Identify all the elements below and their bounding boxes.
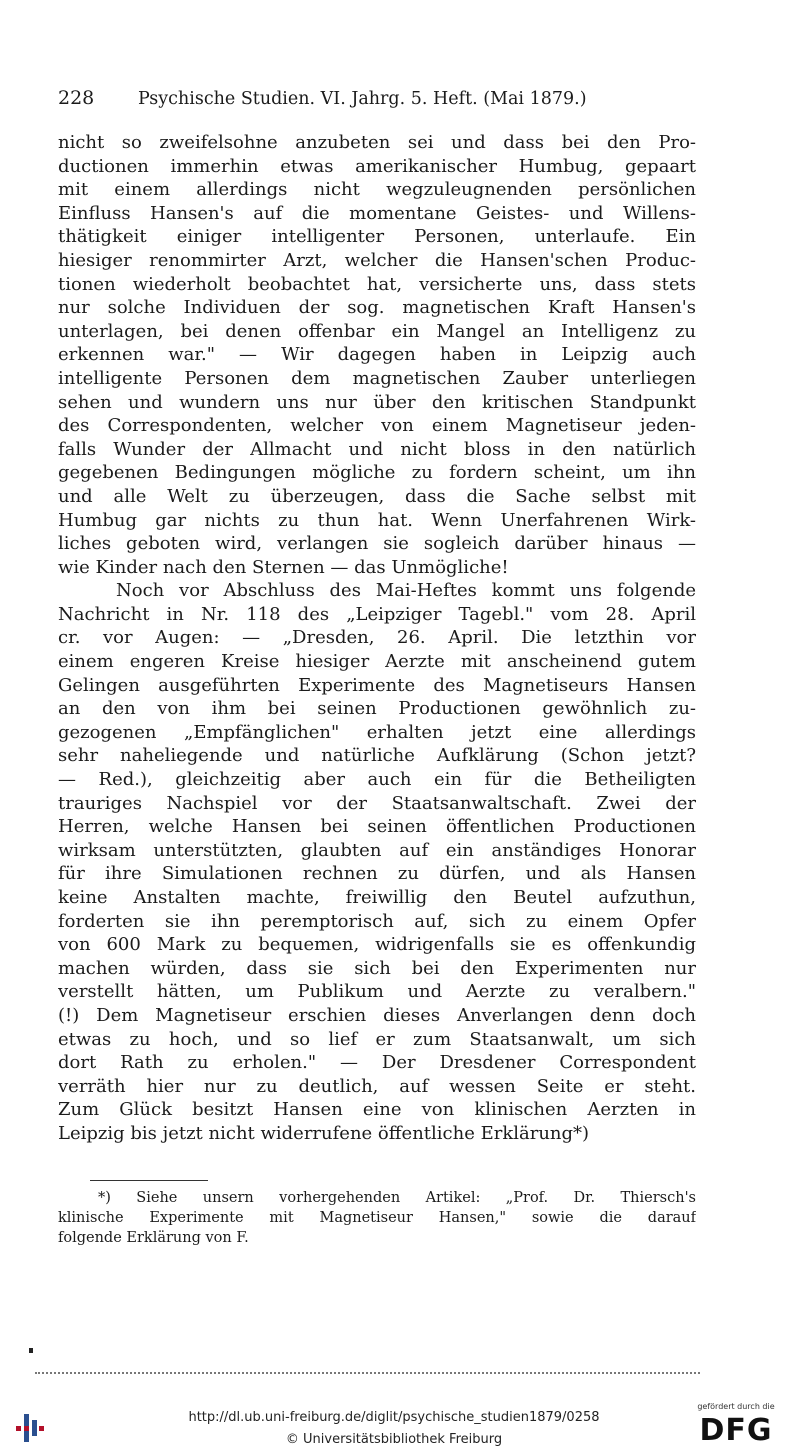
footnote-line: *) Siehe unsern vorhergehenden Artikel: „Prof. Dr. Thiersch's bbox=[98, 1190, 696, 1206]
copyright-notice: © Universitätsbibliothek Freiburg bbox=[285, 1432, 503, 1447]
body-text bbox=[58, 131, 696, 1146]
text-line: gezogenen „Empfänglichen" erhalten jetzt eine allerdings bbox=[58, 721, 696, 743]
text-line: Leipzig bis jetzt nicht widerrufene öffentliche Erklärung*) bbox=[58, 1122, 590, 1144]
text-line: des Correspondenten, welcher von einem Magnetiseur jeden- bbox=[58, 415, 696, 437]
scan-rule bbox=[35, 1372, 700, 1374]
text-line: tionen wiederholt beobachtet hat, versicherte uns, dass stets bbox=[58, 273, 696, 295]
text-line: liches geboten wird, verlangen sie sogleich darüber hinaus — bbox=[58, 533, 696, 555]
text-line: Herren, welche Hansen bei seinen öffentlichen Productionen bbox=[58, 816, 696, 838]
scan-mark bbox=[29, 1348, 33, 1353]
dfg-logo bbox=[692, 1402, 780, 1452]
text-line: wie Kinder nach den Sternen — das Unmögliche! bbox=[58, 556, 509, 578]
footnote-rule bbox=[90, 1180, 208, 1181]
text-line: Nachricht in Nr. 118 des „Leipziger Tagebl." vom 28. April bbox=[58, 603, 696, 625]
text-line: sehr naheliegende und natürliche Aufklärung (Schon jetzt? bbox=[58, 745, 696, 767]
text-line: nicht so zweifelsohne anzubeten sei und dass bei den Pro- bbox=[58, 132, 696, 153]
text-line: Noch vor Abschluss des Mai-Heftes kommt uns folgende bbox=[116, 580, 696, 602]
text-line: von 600 Mark zu bequemen, widrigenfalls sie es offenkundig bbox=[58, 934, 696, 956]
text-line: forderten sie ihn peremptorisch auf, sich zu einem Opfer bbox=[58, 910, 696, 932]
text-line: verräth hier nur zu deutlich, auf wessen Seite er steht. bbox=[58, 1075, 696, 1097]
text-line: trauriges Nachspiel vor der Staatsanwaltschaft. Zwei der bbox=[58, 792, 696, 814]
text-line: wirksam unterstützten, glaubten auf ein anständiges Honorar bbox=[58, 839, 696, 861]
text-line: ductionen immerhin etwas amerikanischer Humbug, gepaart bbox=[58, 155, 696, 177]
text-line: — Red.), gleichzeitig aber auch ein für die Betheiligten bbox=[58, 769, 696, 791]
text-line: keine Anstalten machte, freiwillig den Beutel aufzuthun, bbox=[58, 887, 696, 908]
text-line: und alle Welt zu überzeugen, dass die Sache selbst mit bbox=[58, 485, 696, 507]
dfg-logo-text: DFG bbox=[699, 1413, 773, 1448]
text-line: falls Wunder der Allmacht und nicht bloss in den natürlich bbox=[58, 438, 696, 460]
text-line: Humbug gar nichts zu thun hat. Wenn Unerfahrenen Wirk- bbox=[58, 509, 696, 531]
text-line: Zum Glück besitzt Hansen eine von klinischen Aerzten in bbox=[58, 1099, 696, 1121]
text-line: dort Rath zu erholen." — Der Dresdener Correspondent bbox=[58, 1052, 696, 1074]
viewer-footer bbox=[0, 1398, 788, 1454]
page-number: 228 bbox=[58, 87, 95, 109]
text-line: machen würden, dass sie sich bei den Experimenten nur bbox=[58, 957, 696, 979]
text-line: sehen und wundern uns nur über den kritischen Standpunkt bbox=[58, 391, 696, 413]
text-line: thätigkeit einiger intelligenter Personen, unterlaufe. Ein bbox=[58, 226, 696, 248]
text-line: unterlagen, bei denen offenbar ein Mangel an Intelligenz zu bbox=[58, 320, 696, 342]
text-line: mit einem allerdings nicht wegzuleugnenden persönlichen bbox=[58, 179, 696, 201]
text-line: Einfluss Hansen's auf die momentane Geistes- und Willens- bbox=[58, 202, 696, 224]
footnote-line: klinische Experimente mit Magnetiseur Hansen," sowie die darauf bbox=[58, 1210, 696, 1226]
text-line: intelligente Personen dem magnetischen Zauber unterliegen bbox=[58, 367, 696, 389]
text-line: Gelingen ausgeführten Experimente des Magnetiseurs Hansen bbox=[58, 674, 696, 696]
dfg-caption: gefördert durch die bbox=[697, 1402, 775, 1411]
text-line: cr. vor Augen: — „Dresden, 26. April. Die letzthin vor bbox=[58, 627, 696, 649]
text-line: verstellt hätten, um Publikum und Aerzte zu veralbern." bbox=[58, 981, 696, 1003]
footnote bbox=[58, 1188, 696, 1248]
text-line: gegebenen Bedingungen mögliche zu fordern scheint, um ihn bbox=[58, 462, 696, 484]
permalink-url[interactable]: http://dl.ub.uni-freiburg.de/diglit/psychische_studien1879/0258 bbox=[188, 1410, 600, 1425]
text-line: nur solche Individuen der sog. magnetischen Kraft Hansen's bbox=[58, 297, 696, 319]
text-line: einem engeren Kreise hiesiger Aerzte mit anscheinend gutem bbox=[58, 651, 696, 673]
footnote-line: folgende Erklärung von F. bbox=[58, 1230, 249, 1246]
text-line: (!) Dem Magnetiseur erschien dieses Anverlangen denn doch bbox=[58, 1004, 696, 1026]
text-line: erkennen war." — Wir dagegen haben in Leipzig auch bbox=[58, 344, 696, 366]
text-line: etwas zu hoch, und so lief er zum Staatsanwalt, um sich bbox=[58, 1028, 696, 1050]
text-line: an den von ihm bei seinen Productionen gewöhnlich zu- bbox=[58, 698, 696, 720]
running-title: Psychische Studien. VI. Jahrg. 5. Heft. (Mai 1879.) bbox=[138, 89, 587, 109]
running-header bbox=[58, 86, 738, 111]
text-line: für ihre Simulationen rechnen zu dürfen, und als Hansen bbox=[58, 863, 696, 885]
text-line: hiesiger renommirter Arzt, welcher die Hansen'schen Produc- bbox=[58, 249, 696, 271]
